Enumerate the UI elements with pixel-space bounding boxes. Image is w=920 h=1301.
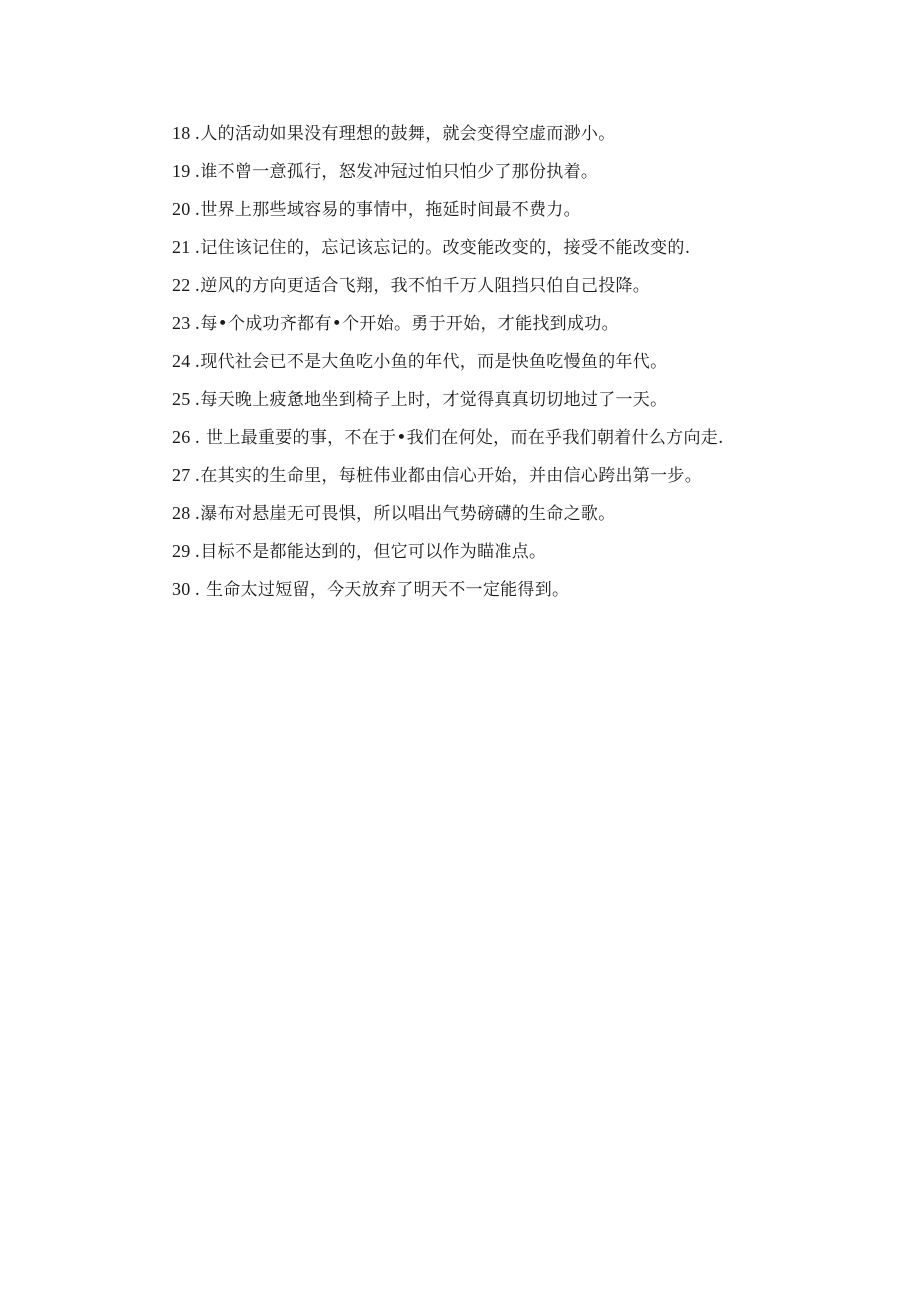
list-item [138,578,778,601]
item-number: 30 [172,579,191,599]
item-number: 19 [172,161,191,181]
item-text: .每天晚上疲惫地坐到椅子上时，才觉得真真切切地过了一天。 [194,390,668,410]
item-number: 27 [172,465,191,485]
item-text: .记住该记住的，忘记该忘记的。改变能改变的，接受不能改变的. [194,238,691,258]
list-item [138,160,778,183]
item-number: 28 [172,503,191,523]
item-text: .世界上那些域容易的事情中，拖延时间最不费力。 [194,200,581,220]
list-item [138,198,778,221]
item-number: 25 [172,389,191,409]
item-number: 24 [172,351,191,371]
list-item [138,312,778,335]
list-item [138,236,778,259]
item-text: .人的活动如果没有理想的鼓舞，就会变得空虚而渺小。 [194,124,616,144]
list-item [138,274,778,297]
item-number: 26 [172,427,191,447]
item-text: .目标不是都能达到的，但它可以作为瞄准点。 [194,542,547,562]
item-text: .逆风的方向更适合飞翔，我不怕千万人阻挡只伯自己投降。 [194,276,651,296]
item-number: 22 [172,275,191,295]
quote-list [138,122,778,616]
item-text: .在其实的生命里，每桩伟业都由信心开始，并由信心跨出第一步。 [194,466,703,486]
list-item [138,464,778,487]
item-text: .每•个成功齐都有•个开始。勇于开始，才能找到成功。 [194,314,619,334]
item-text: . 世上最重要的事，不在于•我们在何处，而在乎我们朝着什么方向走. [194,428,724,448]
list-item [138,388,778,411]
list-item [138,540,778,563]
item-number: 18 [172,123,191,143]
item-number: 21 [172,237,191,257]
item-number: 29 [172,541,191,561]
list-item [138,502,778,525]
item-text: .现代社会已不是大鱼吃小鱼的年代，而是快鱼吃慢鱼的年代。 [194,352,668,372]
item-text: .谁不曾一意孤行，怒发冲冠过怕只怕少了那份执着。 [194,162,599,182]
item-text: . 生命太过短留，今天放弃了明天不一定能得到。 [194,580,570,600]
item-number: 23 [172,313,191,333]
item-number: 20 [172,199,191,219]
list-item [138,426,778,449]
item-text: .瀑布对悬崖无可畏惧，所以唱出气势磅礴的生命之歌。 [194,504,616,524]
list-item [138,122,778,145]
list-item [138,350,778,373]
